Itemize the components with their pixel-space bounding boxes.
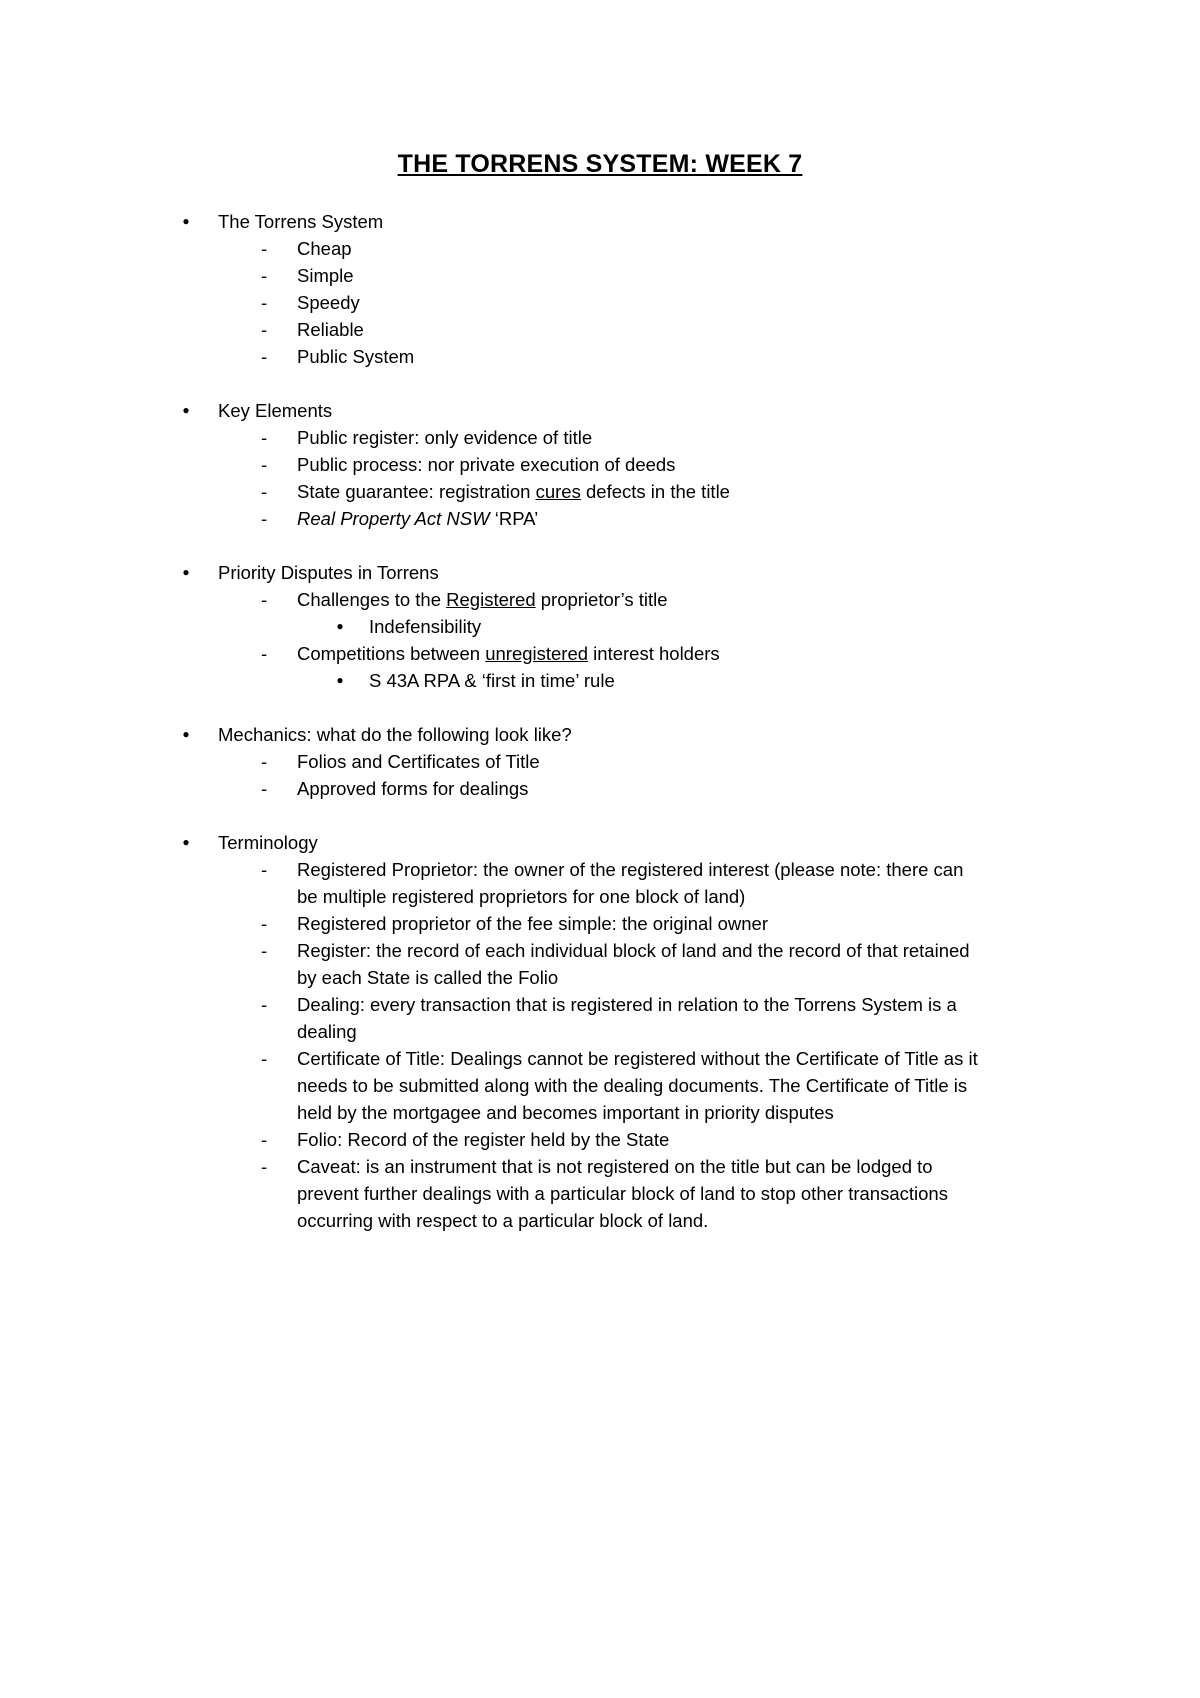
list-item-continuation [0,883,1200,910]
item-text [297,586,668,613]
text-segment: defects in the title [580,481,730,502]
list-item [0,289,1200,316]
list-item [0,262,1200,289]
underlined-text: cures [535,481,581,502]
dash-icon: - [261,238,268,259]
dash-icon: - [261,859,268,880]
section-mechanics [0,721,1200,802]
bullet-icon: ● [182,835,190,849]
dash-icon: - [261,481,268,502]
heading-text: Priority Disputes in Torrens [218,562,439,583]
section-heading [0,208,1200,235]
heading-text: Mechanics: what do the following look like? [218,724,572,745]
item-text: Speedy [297,292,360,313]
sections [0,208,1200,1261]
list-item [0,586,1200,613]
item-text: Certificate of Title: Dealings cannot be registered without the Certificate of Title as it [297,1048,978,1069]
item-text: S 43A RPA & ‘first in time’ rule [369,670,615,691]
list-item [0,748,1200,775]
item-text: Public register: only evidence of title [297,427,593,448]
text-segment: interest holders [588,643,720,664]
list-item [0,478,1200,505]
underlined-text: unregistered [485,643,589,664]
list-item [0,424,1200,451]
dash-icon: - [261,940,268,961]
section-heading [0,721,1200,748]
text-segment: State guarantee: registration [297,481,536,502]
section-torrens-system [0,208,1200,370]
sub-list-item [0,613,1200,640]
dash-icon: - [261,589,268,610]
text-segment: ‘RPA’ [489,508,539,529]
dash-icon: - [261,319,268,340]
item-text: Dealing: every transaction that is registered in relation to the Torrens System is a [297,994,957,1015]
item-text: by each State is called the Folio [297,967,559,988]
bullet-icon: ● [336,619,344,633]
list-item-continuation [0,964,1200,991]
list-item [0,937,1200,964]
heading-text: The Torrens System [218,211,384,232]
dash-icon: - [261,454,268,475]
item-text: Folios and Certificates of Title [297,751,540,772]
item-text: Simple [297,265,354,286]
dash-icon: - [261,751,268,772]
page-title: THE TORRENS SYSTEM: WEEK 7 [397,150,803,178]
section-key-elements [0,397,1200,532]
item-text: Approved forms for dealings [297,778,529,799]
list-item [0,451,1200,478]
dash-icon: - [261,643,268,664]
bullet-icon: ● [336,673,344,687]
item-text: Registered Proprietor: the owner of the registered interest (please note: there can [297,859,964,880]
item-text: needs to be submitted along with the dealing documents. The Certificate of Title is [297,1075,968,1096]
section-terminology [0,829,1200,1234]
section-heading [0,397,1200,424]
bullet-icon: ● [182,214,190,228]
list-item-continuation [0,1207,1200,1234]
dash-icon: - [261,346,268,367]
text-segment: Competitions between [297,643,486,664]
dash-icon: - [261,265,268,286]
italic-text: Real Property Act NSW [297,508,490,529]
item-text: Folio: Record of the register held by the State [297,1129,670,1150]
bullet-icon: ● [182,565,190,579]
item-text: held by the mortgagee and becomes important in priority disputes [297,1102,834,1123]
item-text: Caveat: is an instrument that is not registered on the title but can be lodged to [297,1156,933,1177]
sub-list-item [0,667,1200,694]
heading-text: Key Elements [218,400,333,421]
list-item [0,910,1200,937]
list-item [0,343,1200,370]
list-item-continuation [0,1099,1200,1126]
section-priority-disputes [0,559,1200,694]
bullet-icon: ● [182,727,190,741]
dash-icon: - [261,292,268,313]
dash-icon: - [261,427,268,448]
item-text [297,478,730,505]
item-text [297,640,720,667]
item-text: be multiple registered proprietors for one block of land) [297,886,746,907]
list-item [0,316,1200,343]
bullet-icon: ● [182,403,190,417]
dash-icon: - [261,1156,268,1177]
dash-icon: - [261,994,268,1015]
list-item [0,640,1200,667]
list-item-continuation [0,1180,1200,1207]
list-item [0,1153,1200,1180]
list-item-continuation [0,1018,1200,1045]
item-text [297,505,538,532]
dash-icon: - [261,913,268,934]
heading-text: Terminology [218,832,318,853]
dash-icon: - [261,1048,268,1069]
list-item [0,1126,1200,1153]
item-text: occurring with respect to a particular block of land. [297,1210,709,1231]
section-heading [0,829,1200,856]
list-item [0,1045,1200,1072]
item-text: Cheap [297,238,352,259]
list-item [0,991,1200,1018]
item-text: Register: the record of each individual block of land and the record of that retained [297,940,970,961]
list-item-continuation [0,1072,1200,1099]
text-segment: proprietor’s title [535,589,668,610]
section-heading [0,559,1200,586]
text-segment: Challenges to the [297,589,447,610]
item-text: Public System [297,346,415,367]
item-text: dealing [297,1021,357,1042]
dash-icon: - [261,1129,268,1150]
item-text: Reliable [297,319,364,340]
item-text: Registered proprietor of the fee simple: the original owner [297,913,768,934]
list-item [0,775,1200,802]
underlined-text: Registered [446,589,536,610]
item-text: Public process: nor private execution of deeds [297,454,676,475]
item-text: prevent further dealings with a particular block of land to stop other transactions [297,1183,948,1204]
dash-icon: - [261,778,268,799]
item-text: Indefensibility [369,616,482,637]
list-item [0,505,1200,532]
list-item [0,235,1200,262]
dash-icon: - [261,508,268,529]
list-item [0,856,1200,883]
